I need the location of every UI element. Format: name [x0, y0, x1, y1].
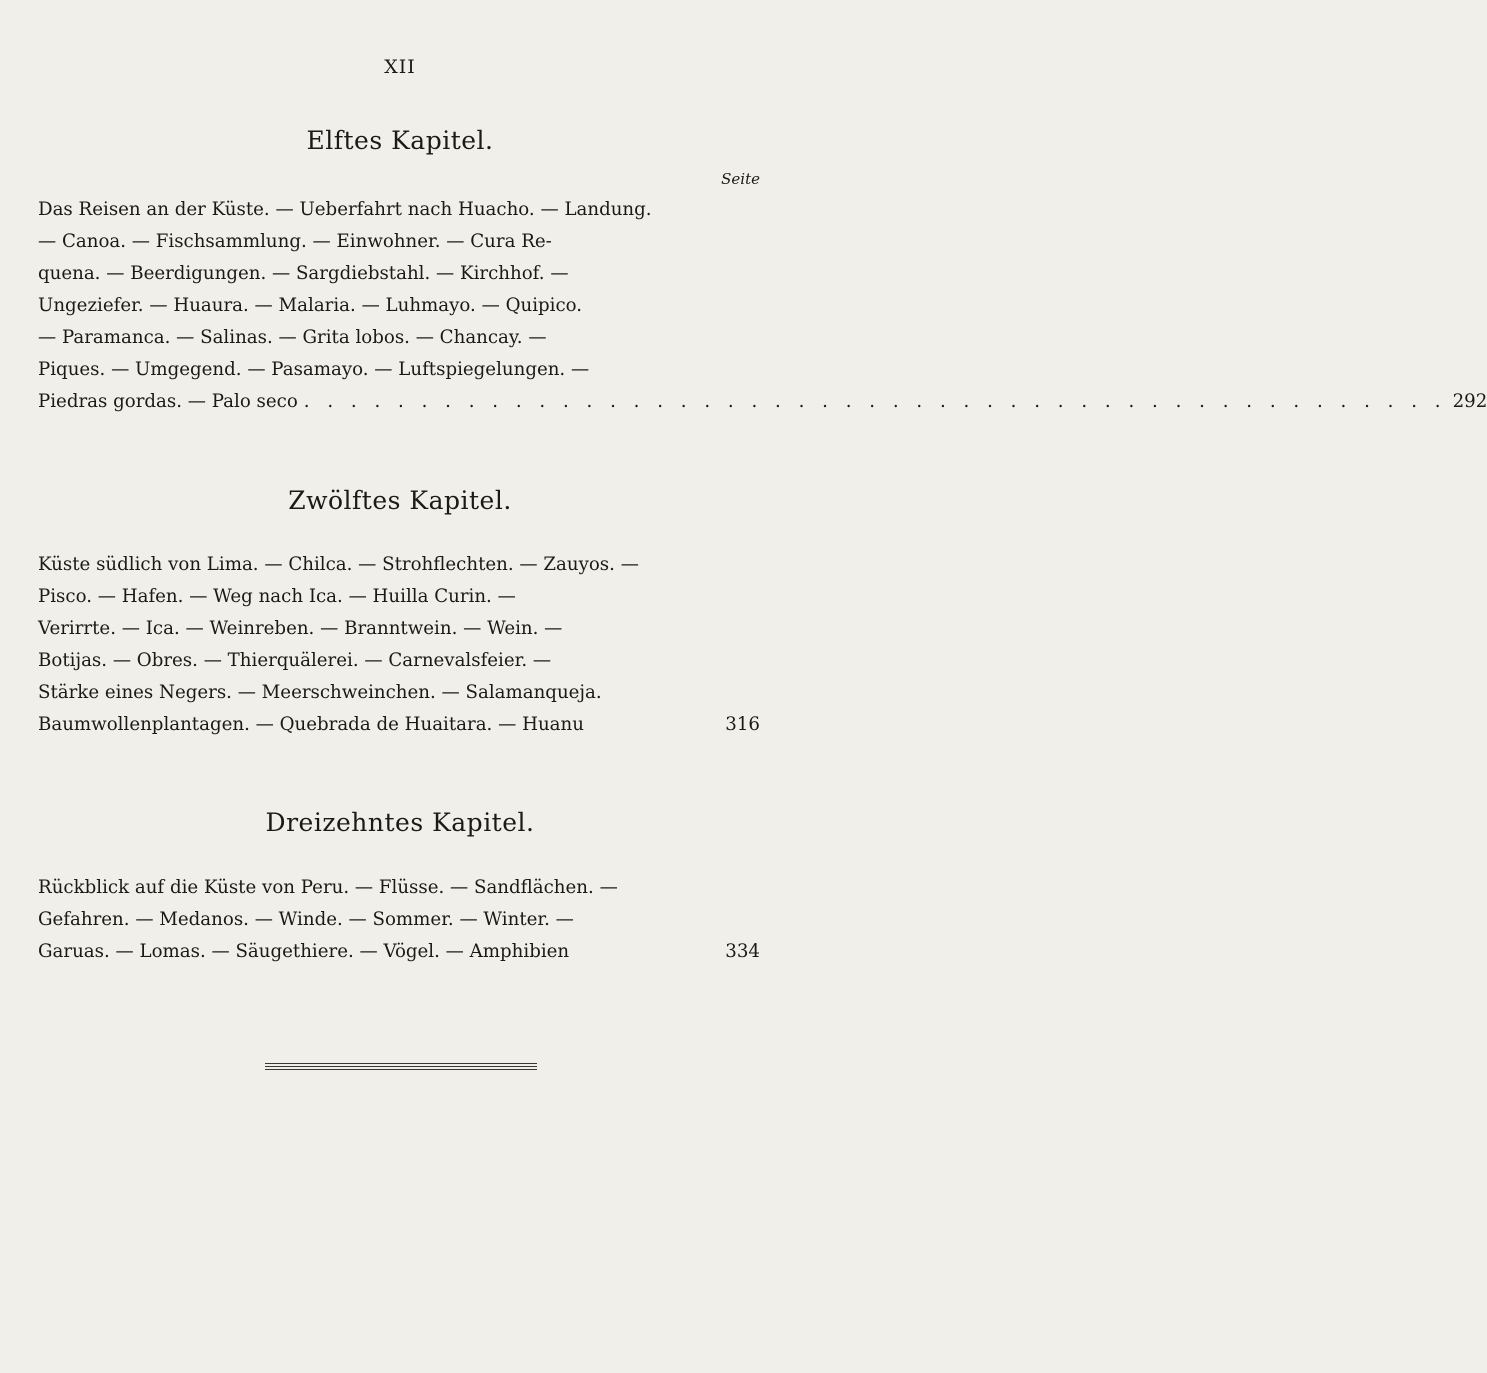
page-reference: 334 [725, 941, 760, 962]
chapter-contents-11 [38, 194, 1487, 418]
chapter-title-13: Dreizehntes Kapitel. [265, 808, 535, 837]
dot-leader [298, 386, 1447, 418]
contents-line: quena. — Beerdigungen. — Sargdiebstahl. — Kirchhof. — [38, 263, 569, 284]
contents-line: Verirrte. — Ica. — Weinreben. — Branntwein. — Wein. — [38, 618, 563, 639]
contents-line-last: Baumwollenplantagen. — Quebrada de Huaitara. — Huanu 316 [38, 709, 760, 741]
seite-label: Seite [721, 170, 760, 188]
contents-line: Das Reisen an der Küste. — Ueberfahrt nach Huacho. — Landung. [38, 199, 652, 220]
contents-line-last: Garuas. — Lomas. — Säugethiere. — Vögel. — Amphibien 334 [38, 936, 760, 968]
contents-line: Küste südlich von Lima. — Chilca. — Strohflechten. — Zauyos. — [38, 554, 639, 575]
chapter-contents-13 [38, 872, 760, 968]
contents-line: Botijas. — Obres. — Thierquälerei. — Carnevalsfeier. — [38, 650, 552, 671]
contents-line: — Canoa. — Fischsammlung. — Einwohner. — Cura Re- [38, 231, 552, 252]
contents-line: Gefahren. — Medanos. — Winde. — Sommer. — Winter. — [38, 909, 574, 930]
contents-line: Piques. — Umgegend. — Pasamayo. — Luftspiegelungen. — [38, 359, 590, 380]
contents-line-last: Piedras gordas. — Palo seco . . . 292 [38, 386, 760, 418]
chapter-title-12: Zwölftes Kapitel. [288, 486, 512, 515]
chapter-contents-12 [38, 549, 760, 741]
contents-line: Rückblick auf die Küste von Peru. — Flüsse. — Sandflächen. — [38, 877, 618, 898]
page-reference: 292 [1452, 391, 1487, 412]
page-reference: 316 [725, 714, 760, 735]
contents-line: — Paramanca. — Salinas. — Grita lobos. — Chancay. — [38, 327, 547, 348]
contents-line: Ungeziefer. — Huaura. — Malaria. — Luhmayo. — Quipico. [38, 295, 583, 316]
contents-line: Stärke eines Negers. — Meerschweinchen. — Salamanqueja. [38, 682, 602, 703]
footer-divider [265, 1063, 537, 1072]
contents-line: Pisco. — Hafen. — Weg nach Ica. — Huilla Curin. — [38, 586, 516, 607]
chapter-title-11: Elftes Kapitel. [306, 126, 494, 155]
page-number: XII [384, 56, 416, 78]
